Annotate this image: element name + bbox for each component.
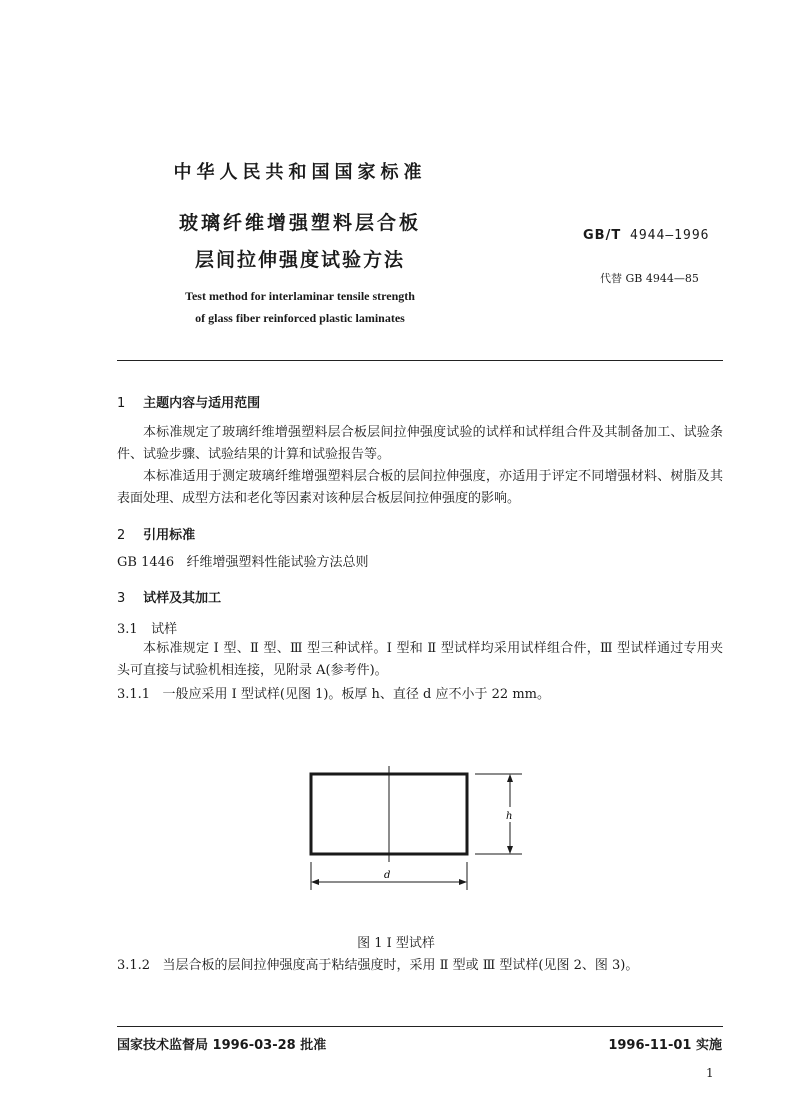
section-2-number: 2: [117, 528, 126, 543]
approval-note: 国家技术监督局 1996-03-28 批准: [117, 1038, 327, 1053]
figure-1-specimen-drawing: [290, 762, 540, 902]
subsection-3-1-heading: [117, 618, 177, 637]
section-2-title: 引用标准: [143, 528, 196, 543]
section-1-heading: [117, 392, 260, 411]
standard-code-prefix: GB/T: [583, 228, 622, 243]
title-zh-line1: 玻璃纤维增强塑料层合板: [178, 212, 421, 234]
standard-type: 中华人民共和国国家标准: [173, 162, 427, 183]
standard-code-number: 4944—1996: [630, 228, 710, 243]
clause-3-1-1: 3.1.1 一般应采用 Ⅰ 型试样(见图 1)。板厚 h、直径 d 应不小于 22 mm。: [117, 687, 550, 702]
subsection-3-1-number: 3.1: [117, 622, 138, 637]
section-3-heading: [117, 587, 221, 606]
dim-h-label: h: [506, 811, 513, 822]
dim-d-label: d: [384, 870, 391, 881]
page-number: 1: [706, 1066, 714, 1080]
dim-h-arrow-bottom: [507, 846, 513, 854]
figure-1-caption: 图 1 Ⅰ 型试样: [357, 936, 435, 951]
header-divider: [117, 360, 723, 361]
dim-d-arrow-right: [459, 879, 467, 885]
replaces-note: 代替 GB 4944—85: [600, 272, 699, 285]
dim-h-arrow-top: [507, 774, 513, 782]
subsection-3-1-title: 试样: [151, 622, 178, 637]
section-1-paragraph-2: 本标准适用于测定玻璃纤维增强塑料层合板的层间拉伸强度，亦适用于评定不同增强材料、树脂及其表面处理、成型方法和老化等因素对该种层合板层间拉伸强度的影响。: [117, 469, 723, 506]
section-3-number: 3: [117, 591, 126, 606]
subsection-3-1-paragraph: 本标准规定 Ⅰ 型、Ⅱ 型、Ⅲ 型三种试样。Ⅰ 型和 Ⅱ 型试样均采用试样组合件，Ⅲ 型试样通过专用夹头可直接与试验机相连接，见附录 A(参考件)。: [117, 641, 723, 678]
dim-d-arrow-left: [311, 879, 319, 885]
implementation-date: 1996-11-01 实施: [608, 1038, 722, 1053]
section-3-title: 试样及其加工: [143, 591, 222, 606]
title-en-line1: Test method for interlaminar tensile strength: [185, 289, 415, 303]
title-zh-line2: 层间拉伸强度试验方法: [194, 249, 405, 271]
clause-3-1-2: 3.1.2 当层合板的层间拉伸强度高于粘结强度时，采用 Ⅱ 型或 Ⅲ 型试样(见图 2、图 3)。: [117, 958, 639, 973]
section-1-title: 主题内容与适用范围: [143, 396, 261, 411]
section-1-paragraph-1: 本标准规定了玻璃纤维增强塑料层合板层间拉伸强度试验的试样和试样组合件及其制备加工、试验条件、试验步骤、试验结果的计算和试验报告等。: [117, 425, 723, 462]
standard-code: [583, 228, 709, 243]
footer-divider: [117, 1026, 723, 1027]
section-2-heading: [117, 524, 195, 543]
section-1-number: 1: [117, 396, 126, 411]
title-en-line2: of glass fiber reinforced plastic laminates: [195, 311, 405, 325]
referenced-standard: GB 1446 纤维增强塑料性能试验方法总则: [117, 555, 369, 570]
